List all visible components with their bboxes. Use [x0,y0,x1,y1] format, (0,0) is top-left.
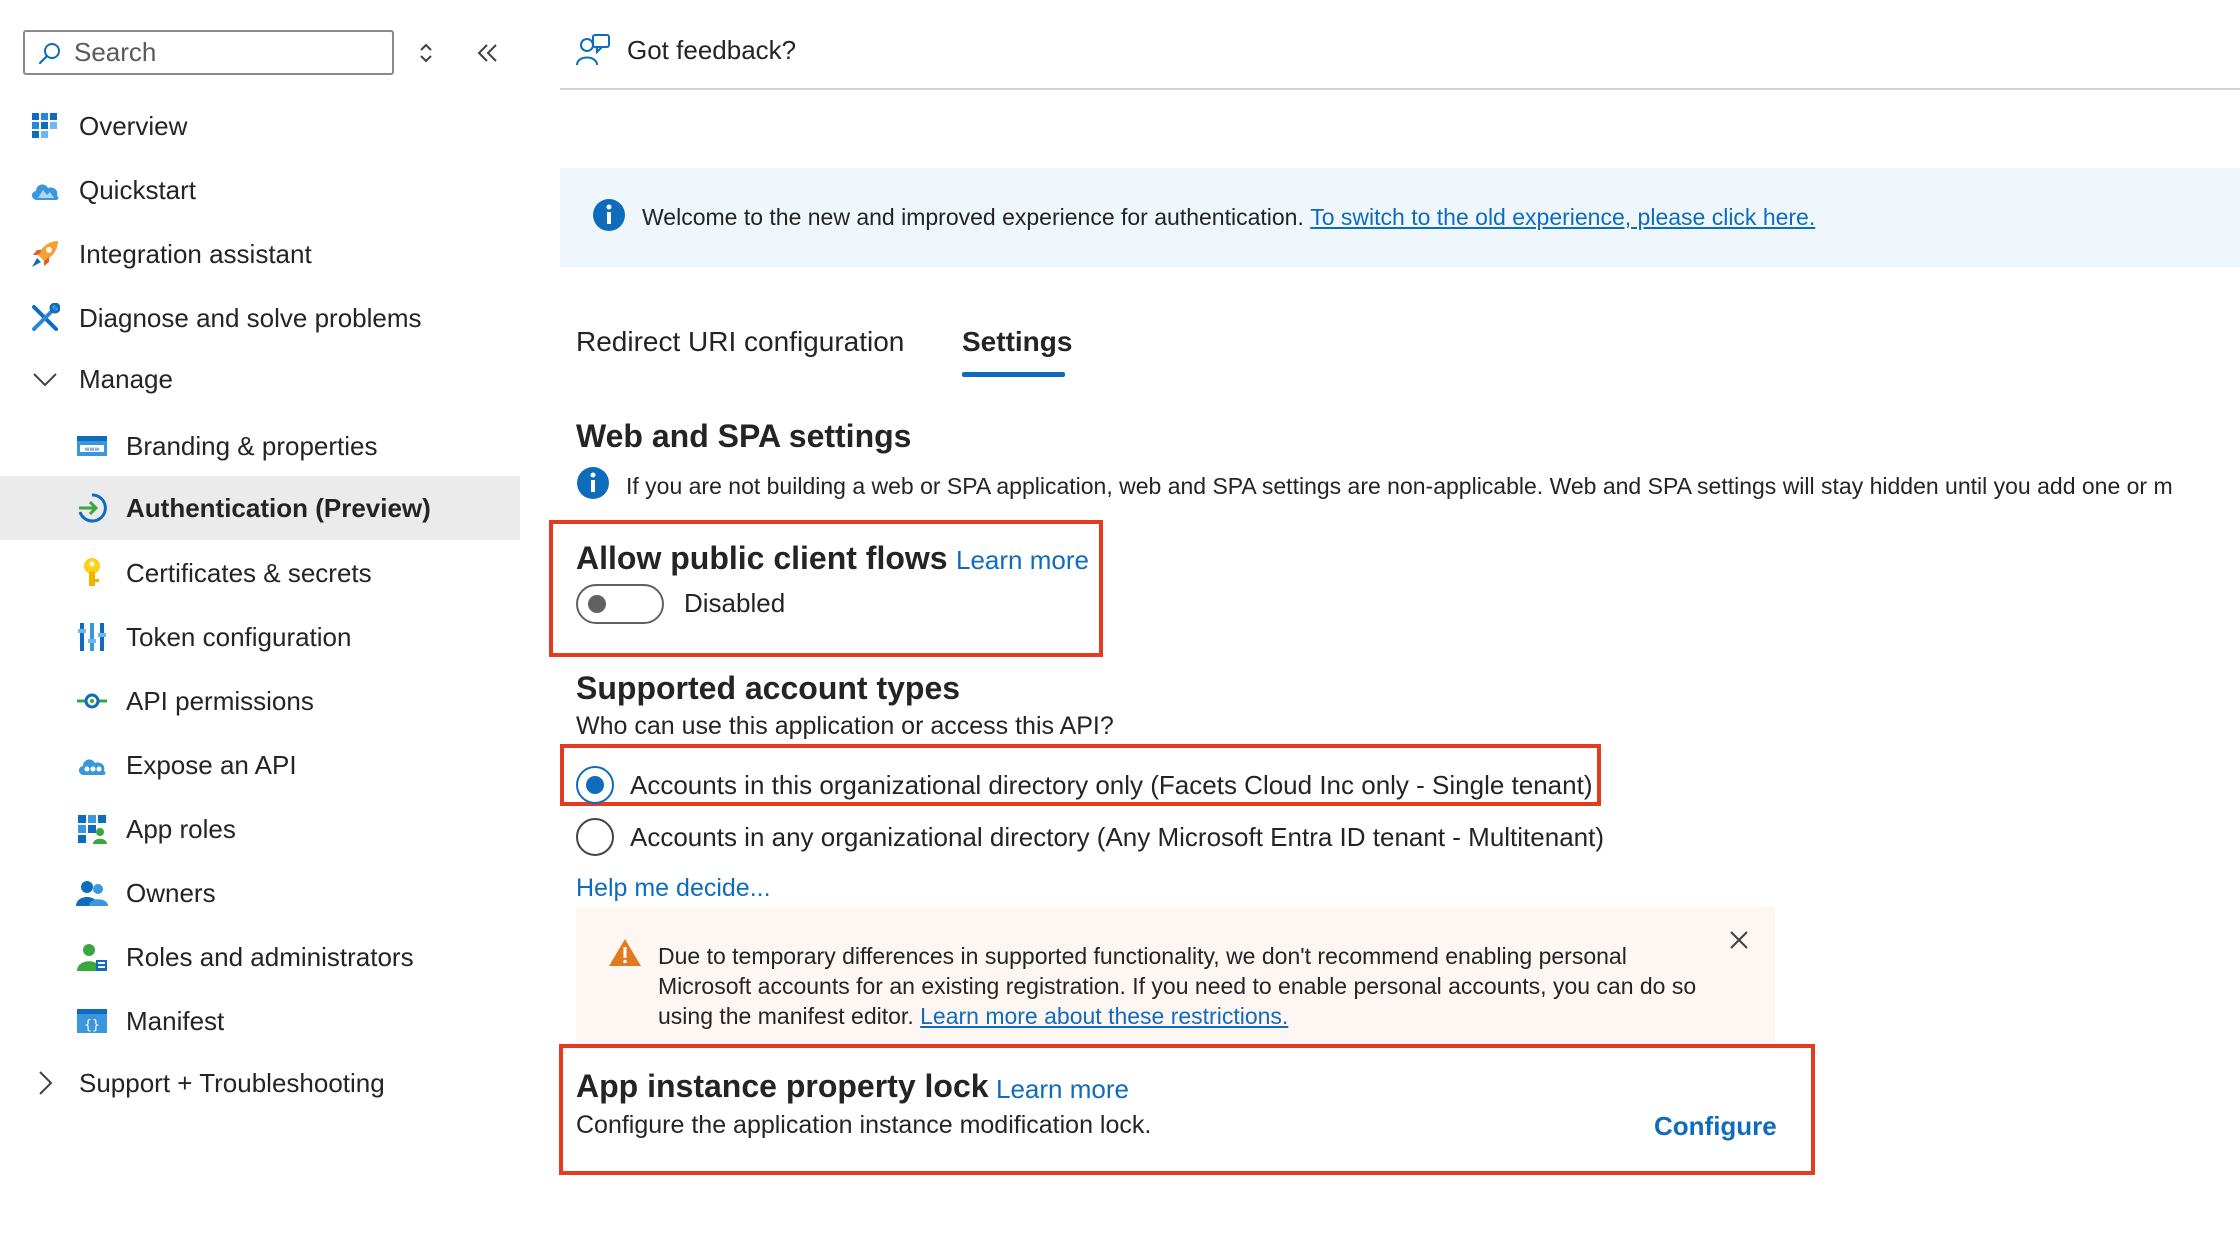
topbar-divider [560,88,2240,90]
token-icon [76,621,108,653]
banner-text: Welcome to the new and improved experience for authentication. [642,204,1311,230]
help-me-decide-link[interactable]: Help me decide... [576,874,771,902]
chevron-down-icon [29,363,61,395]
sidebar-group-support[interactable] [0,1051,520,1115]
app-roles-icon [76,813,108,845]
sidebar-item-authentication[interactable] [0,476,520,540]
sidebar-item-certificates[interactable] [0,541,520,605]
sidebar-item-label: Owners [126,877,216,908]
web-spa-info-text: If you are not building a web or SPA application, web and SPA settings are non-applicable. Web and SPA settings will stay hidden until you add one or m [626,472,2173,499]
feedback-icon [575,33,611,67]
close-icon[interactable] [1728,929,1750,956]
sidebar-item-label: Expose an API [126,749,297,780]
rocket-icon [29,238,61,270]
property-lock-learn-more-link[interactable]: Learn more [996,1074,1129,1104]
radio-button-checked[interactable] [576,766,614,804]
sidebar-item-label: Diagnose and solve problems [79,302,422,333]
sidebar-item-label: Authentication (Preview) [126,492,431,523]
svg-text:www: www [84,446,100,453]
info-banner [560,168,2240,267]
sidebar [0,0,520,1240]
search-box[interactable] [23,30,394,75]
sidebar-item-label: Token configuration [126,621,352,652]
tab-settings[interactable] [962,326,1072,358]
sidebar-item-label: Roles and administrators [126,941,414,972]
property-lock-description: Configure the application instance modification lock. [576,1111,1152,1139]
tab-label: Settings [962,326,1073,357]
sidebar-item-label: Branding & properties [126,430,378,461]
feedback-button[interactable] [575,33,796,67]
sidebar-item-expose-api[interactable] [0,733,520,797]
sidebar-item-integration-assistant[interactable] [0,222,520,286]
sidebar-item-label: App roles [126,813,236,844]
sidebar-item-overview[interactable] [0,94,520,158]
sidebar-group-manage[interactable] [0,347,520,411]
sidebar-item-app-roles[interactable] [0,797,520,861]
warning-message-bar [576,907,1775,1042]
api-permissions-icon [76,685,108,717]
tools-icon [29,302,61,334]
search-icon [38,41,62,65]
radio-label: Accounts in this organizational directory only (Facets Cloud Inc only - Single tenant) [630,769,1593,800]
configure-button[interactable]: Configure [1654,1111,1777,1141]
account-type-option-single-tenant[interactable] [576,766,1592,804]
sidebar-item-manifest[interactable] [0,989,520,1053]
warning-text: Due to temporary differences in supported functionality, we don't recommend enabling personal Microsoft accounts for an existing registration. If you need to enable personal accounts, you can do so using the manifest editor. [658,943,1697,1029]
warning-icon [608,937,642,972]
sidebar-item-branding[interactable] [0,414,520,478]
sidebar-item-api-permissions[interactable] [0,669,520,733]
cloud-api-icon [76,749,108,781]
sidebar-item-label: Manifest [126,1005,225,1036]
highlight-property-lock [559,1044,1815,1175]
sidebar-item-owners[interactable] [0,861,520,925]
collapse-sidebar-icon[interactable] [474,40,502,71]
account-type-option-multitenant[interactable] [576,818,1604,856]
sidebar-item-label: API permissions [126,685,314,716]
svg-text:{}: {} [84,1018,100,1033]
key-icon [76,557,108,589]
public-client-flows-title: Allow public client flows [576,540,948,576]
toggle-state-label: Disabled [684,588,786,618]
sidebar-item-label: Manage [79,363,173,394]
radio-button[interactable] [576,818,614,856]
feedback-label: Got feedback? [627,34,797,65]
tab-label: Redirect URI configuration [576,326,905,357]
account-types-question: Who can use this application or access this API? [576,712,1114,740]
sidebar-item-diagnose[interactable] [0,286,520,350]
manifest-icon [76,1005,108,1037]
web-spa-info [576,466,2173,506]
sidebar-item-label: Support + Troubleshooting [79,1067,385,1098]
sort-icon[interactable] [414,40,438,71]
sidebar-item-token-configuration[interactable] [0,605,520,669]
radio-label: Accounts in any organizational directory (Any Microsoft Entra ID tenant - Multitenant) [630,821,1604,852]
sidebar-item-quickstart[interactable] [0,158,520,222]
info-icon [592,198,626,238]
overview-icon [29,110,61,142]
supported-account-types-title: Supported account types [576,670,961,706]
info-icon [576,466,610,506]
public-client-flows-toggle[interactable] [576,584,664,624]
roles-icon [76,941,108,973]
cloud-icon [29,174,61,206]
chevron-right-icon [29,1067,61,1099]
selected-tab-indicator [962,372,1065,377]
switch-old-experience-link[interactable]: To switch to the old experience, please click here. [1310,204,1816,230]
public-client-learn-more-link[interactable]: Learn more [956,545,1089,575]
warning-text-block [658,941,1718,1031]
sidebar-item-label: Quickstart [79,174,197,205]
sidebar-item-label: Certificates & secrets [126,557,372,588]
toggle-knob [588,595,606,613]
sidebar-item-label: Integration assistant [79,238,312,269]
authentication-icon [76,492,108,524]
tab-redirect-uri-configuration[interactable] [576,326,904,358]
sidebar-item-label: Overview [79,110,188,141]
search-input[interactable] [74,37,374,68]
sidebar-item-roles-administrators[interactable] [0,925,520,989]
property-lock-title: App instance property lock [576,1068,989,1104]
restrictions-learn-more-link[interactable]: Learn more about these restrictions. [920,1003,1289,1029]
web-spa-settings-title: Web and SPA settings [576,418,912,454]
owners-icon [76,877,108,909]
branding-icon [76,430,108,462]
